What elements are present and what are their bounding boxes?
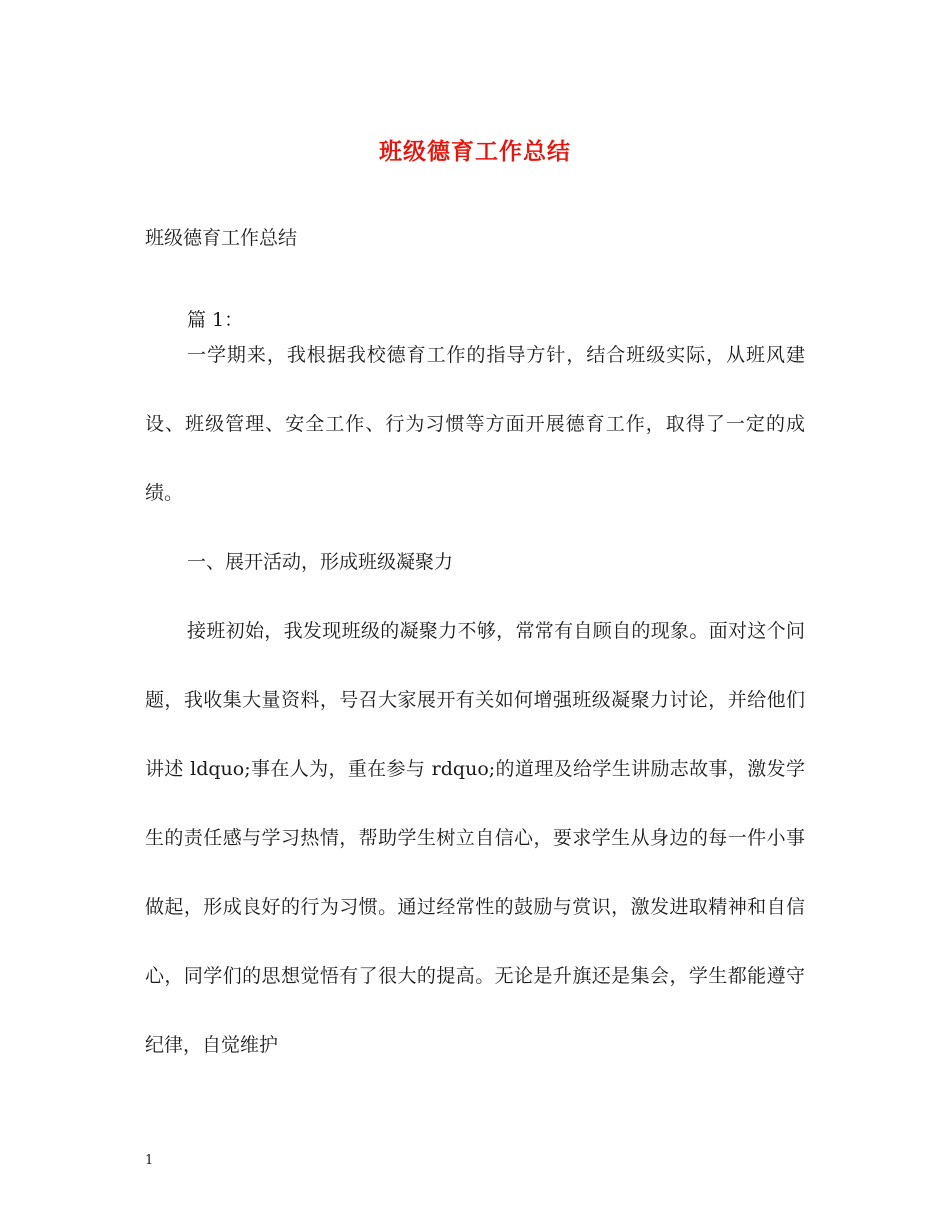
- document-subtitle: 班级德育工作总结: [145, 227, 298, 249]
- section-heading: 一、展开活动，形成班级凝聚力: [187, 551, 454, 573]
- section-label: 篇 1：: [187, 309, 244, 331]
- paragraph-intro: 一学期来，我根据我校德育工作的指导方针，结合班级实际，从班风建设、班级管理、安全工作、行为习惯等方面开展德育工作，取得了一定的成绩。: [145, 344, 805, 504]
- page-number: 1: [145, 1153, 154, 1168]
- document-title: 班级德育工作总结: [379, 139, 571, 165]
- paragraph-body: 接班初始，我发现班级的凝聚力不够，常常有自顾自的现象。面对这个问题，我收集大量资料，号召大家展开有关如何增强班级凝聚力讨论，并给他们讲述 ldquo;事在人为，重在参与 rdquo;的道理及给学生讲励志故事，激发学生的责任感与学习热情，帮助学生树立自信心，要求学生从身边的每一件小事做起，形成良好的行为习惯。通过经常性的鼓励与赏识，激发进取精神和自信心，同学们的思想觉悟有了很大的提高。无论是升旗还是集会，学生都能遵守纪律，自觉维护: [145, 620, 805, 1056]
